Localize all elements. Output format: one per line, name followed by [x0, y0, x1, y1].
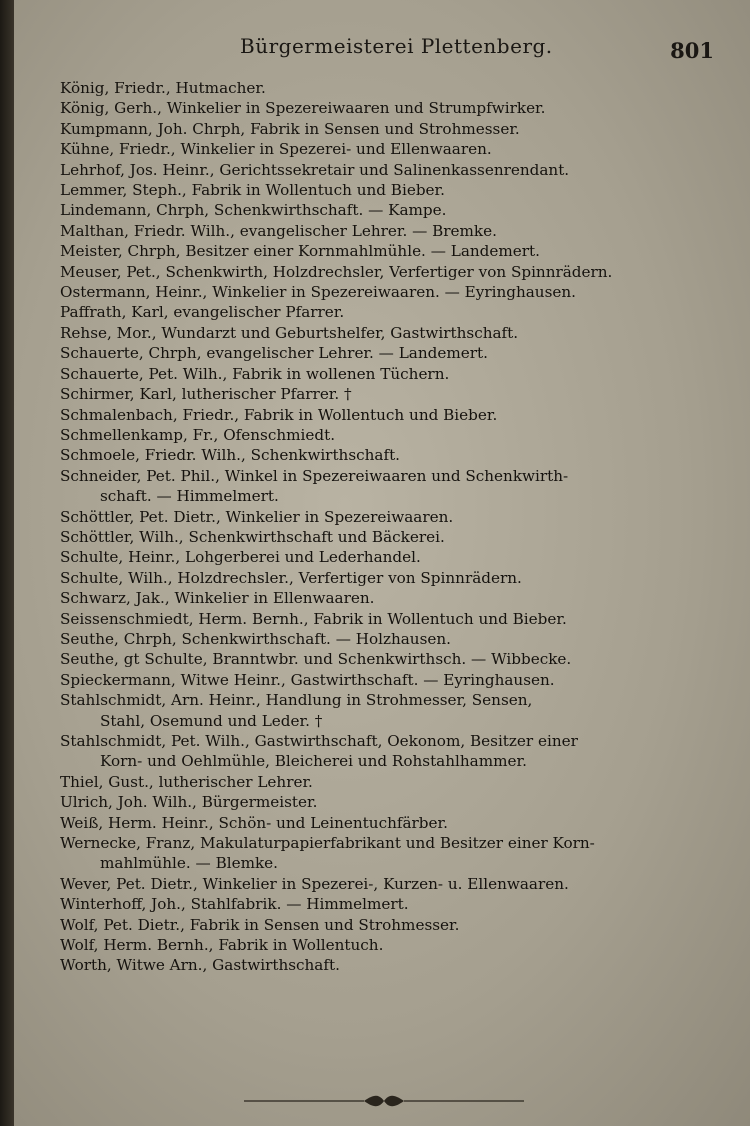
directory-entry: [60, 160, 720, 180]
directory-entry: [60, 200, 720, 220]
entry-text: Weiß, Herm. Heinr., Schön- und Leinentuchfärber.: [60, 813, 448, 832]
entry-text: Wernecke, Franz, Makulaturpapierfabrikant und Besitzer einer Korn-: [60, 834, 595, 853]
entry-text: Stahlschmidt, Pet. Wilh., Gastwirthschaft, Oekonom, Besitzer einer: [60, 732, 578, 750]
directory-entry: [60, 547, 720, 567]
directory-entry: [60, 507, 720, 527]
entry-text: Kühne, Friedr., Winkelier in Spezerei- und Ellenwaaren.: [60, 140, 492, 159]
directory-entry: [60, 466, 720, 507]
entry-text: Spieckermann, Witwe Heinr., Gastwirthschaft. — Eyringhausen.: [60, 670, 555, 689]
entry-text: Lehrhof, Jos. Heinr., Gerichtssekretair und Salinenkassenrendant.: [60, 160, 570, 179]
directory-entry: [60, 690, 720, 731]
directory-entry: [60, 792, 720, 812]
entry-text: Schulte, Wilh., Holzdrechsler., Verfertiger von Spinnrädern.: [60, 568, 522, 587]
directory-entry: [60, 527, 720, 547]
directory-entry: [60, 323, 720, 343]
entry-text: Schwarz, Jak., Winkelier in Ellenwaaren.: [60, 589, 375, 608]
directory-entry: [60, 221, 720, 241]
directory-list: [60, 78, 720, 976]
directory-entry: [60, 649, 720, 669]
directory-entry: [60, 772, 720, 792]
entry-text: Lemmer, Steph., Fabrik in Wollentuch und Bieber.: [60, 181, 445, 200]
entry-text: Wolf, Pet. Dietr., Fabrik in Sensen und Strohmesser.: [60, 915, 460, 934]
directory-entry: [60, 568, 720, 588]
directory-entry: [60, 915, 720, 935]
book-page: [14, 0, 750, 1126]
directory-entry: [60, 894, 720, 914]
directory-entry: [60, 425, 720, 445]
entry-text: Schöttler, Pet. Dietr., Winkelier in Spezereiwaaren.: [60, 507, 454, 526]
entry-text: Seuthe, gt Schulte, Branntwbr. und Schenkwirthsch. — Wibbecke.: [60, 650, 572, 669]
directory-entry: [60, 241, 720, 261]
directory-entry: [60, 670, 720, 690]
entry-text: König, Gerh., Winkelier in Spezereiwaaren und Strumpfwirker.: [60, 99, 546, 118]
entry-text: Schauerte, Pet. Wilh., Fabrik in wollenen Tüchern.: [60, 364, 450, 383]
directory-entry: [60, 833, 720, 874]
entry-text: Thiel, Gust., lutherischer Lehrer.: [60, 772, 313, 791]
entry-text: Schmoele, Friedr. Wilh., Schenkwirthschaft.: [60, 446, 401, 465]
entry-continuation: Stahl, Osemund und Leder. †: [100, 711, 323, 730]
directory-entry: [60, 629, 720, 649]
entry-text: Schauerte, Chrph, evangelischer Lehrer. — Landemert.: [60, 344, 488, 363]
page-header: [14, 32, 750, 66]
directory-entry: [60, 445, 720, 465]
entry-continuation: mahlmühle. — Blemke.: [100, 854, 279, 873]
entry-text: König, Friedr., Hutmacher.: [60, 79, 266, 97]
directory-entry: [60, 935, 720, 955]
entry-text: Winterhoff, Joh., Stahlfabrik. — Himmelmert.: [60, 895, 409, 914]
entry-text: Schirmer, Karl, lutherischer Pfarrer. †: [60, 385, 352, 404]
directory-entry: [60, 588, 720, 608]
entry-text: Lindemann, Chrph, Schenkwirthschaft. — Kampe.: [60, 201, 447, 220]
directory-entry: [60, 609, 720, 629]
book-spine-shadow: [0, 0, 14, 1126]
directory-entry: [60, 282, 720, 302]
directory-entry: [60, 955, 720, 975]
directory-entry: [60, 384, 720, 404]
entry-text: Schneider, Pet. Phil., Winkel in Spezereiwaaren und Schenkwirth-: [60, 466, 569, 485]
directory-entry: [60, 343, 720, 363]
entry-text: Stahlschmidt, Arn. Heinr., Handlung in Strohmesser, Sensen,: [60, 691, 533, 710]
entry-text: Schmalenbach, Friedr., Fabrik in Wollentuch und Bieber.: [60, 405, 498, 424]
entry-text: Worth, Witwe Arn., Gastwirthschaft.: [60, 956, 340, 975]
entry-text: Schöttler, Wilh., Schenkwirthschaft und Bäckerei.: [60, 527, 445, 546]
entry-text: Meuser, Pet., Schenkwirth, Holzdrechsler, Verfertiger von Spinnrädern.: [60, 262, 613, 281]
entry-text: Paffrath, Karl, evangelischer Pfarrer.: [60, 303, 345, 322]
running-title: Bürgermeisterei Plettenberg.: [240, 34, 553, 58]
entry-text: Schmellenkamp, Fr., Ofenschmiedt.: [60, 425, 336, 444]
directory-entry: [60, 813, 720, 833]
entry-text: Rehse, Mor., Wundarzt und Geburtshelfer, Gastwirthschaft.: [60, 323, 519, 342]
page-number: 801: [670, 38, 714, 63]
entry-text: Ulrich, Joh. Wilh., Bürgermeister.: [60, 793, 318, 812]
directory-entry: [60, 262, 720, 282]
directory-entry: [60, 139, 720, 159]
entry-continuation: schaft. — Himmelmert.: [100, 487, 279, 506]
entry-text: Ostermann, Heinr., Winkelier in Spezereiwaaren. — Eyringhausen.: [60, 283, 576, 302]
entry-text: Seuthe, Chrph, Schenkwirthschaft. — Holzhausen.: [60, 629, 451, 648]
entry-continuation: Korn- und Oehlmühle, Bleicherei und Rohstahlhammer.: [100, 752, 527, 771]
entry-text: Wolf, Herm. Bernh., Fabrik in Wollentuch.: [60, 936, 384, 955]
directory-entry: [60, 119, 720, 139]
entry-text: Seissenschmiedt, Herm. Bernh., Fabrik in Wollentuch und Bieber.: [60, 609, 567, 628]
directory-entry: [60, 302, 720, 322]
directory-entry: [60, 874, 720, 894]
entry-text: Wever, Pet. Dietr., Winkelier in Spezerei-, Kurzen- u. Ellenwaaren.: [60, 874, 569, 893]
directory-entry: [60, 731, 720, 772]
directory-entry: [60, 180, 720, 200]
directory-entry: [60, 98, 720, 118]
entry-text: Malthan, Friedr. Wilh., evangelischer Lehrer. — Bremke.: [60, 221, 497, 240]
ornament-divider: [234, 1092, 534, 1110]
entry-text: Meister, Chrph, Besitzer einer Kornmahlmühle. — Landemert.: [60, 242, 540, 261]
directory-entry: [60, 78, 720, 98]
entry-text: Schulte, Heinr., Lohgerberei und Lederhandel.: [60, 548, 421, 567]
directory-entry: [60, 405, 720, 425]
directory-entry: [60, 364, 720, 384]
entry-text: Kumpmann, Joh. Chrph, Fabrik in Sensen und Strohmesser.: [60, 119, 520, 138]
